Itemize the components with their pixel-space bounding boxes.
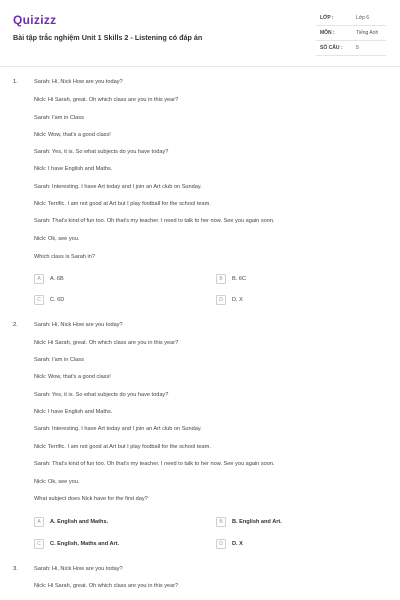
question-line: Sarah: Hi, Nick How are you today? (34, 566, 123, 572)
question-line: Sarah: Interesting. I have Art today and I join an Art club on Sunday. (34, 184, 202, 190)
option-text: A. English and Maths. (50, 518, 109, 525)
question-line: Sarah: That's kind of fun too. Oh that's my teacher. I need to talk to her now. See you again soon. (34, 461, 275, 467)
question-line: Nick: I have English and Maths. (34, 409, 113, 415)
question-prompt: What subject does Nick have for the first day? (34, 496, 148, 502)
document-title: Bài tập trắc nghiệm Unit 1 Skills 2 - Listening có đáp án (13, 33, 203, 42)
question-line: Sarah: That's kind of fun too. Oh that's my teacher. I need to talk to her now. See you again soon. (34, 218, 275, 224)
question-line: Nick: Ok, see you. (34, 236, 80, 242)
meta-key: SỐ CÂU : (320, 45, 343, 51)
option-text: B. English and Art. (232, 518, 282, 525)
question-line: Sarah: Yes, it is. So what subjects do you have today? (34, 392, 169, 398)
question-line: Nick: Terrific. I am not good at Art but I play football for the school team. (34, 201, 211, 207)
question-line: Nick: I have English and Maths. (34, 166, 113, 172)
header-divider (0, 66, 400, 67)
option-letter-box: B (216, 274, 226, 284)
meta-row-subject (316, 27, 386, 41)
meta-value: Tiếng Anh (356, 30, 379, 36)
meta-value: Lớp 6 (356, 15, 370, 21)
question-line: Nick: Hi Sarah, great. Oh which class are you in this year? (34, 583, 179, 589)
option-text: B. 6C (232, 275, 246, 282)
meta-key: LỚP : (320, 15, 334, 21)
option-text: D. X (232, 296, 243, 303)
question-line: Nick: Hi Sarah, great. Oh which class are you in this year? (34, 97, 179, 103)
question-line: Nick: Wow, that's a good class! (34, 374, 111, 380)
question-line: Sarah: Hi, Nick How are you today? (34, 322, 123, 328)
question-line: Sarah: I'am in Class (34, 115, 84, 121)
option-letter-box: C (34, 539, 44, 549)
meta-row-class (316, 12, 386, 26)
option-text: C. English, Maths and Art. (50, 540, 120, 547)
question-line: Nick: Terrific. I am not good at Art but I play football for the school team. (34, 444, 211, 450)
meta-value: 5 (356, 45, 359, 51)
question-line: Nick: Hi Sarah, great. Oh which class are you in this year? (34, 340, 179, 346)
option-letter-box: D (216, 295, 226, 305)
option-letter-box: A (34, 517, 44, 527)
option-text: A. 6B (50, 275, 64, 282)
option-letter-box: D (216, 539, 226, 549)
question-line: Sarah: I'am in Class (34, 357, 84, 363)
question-number: 3. (13, 566, 18, 572)
question-line: Nick: Ok, see you. (34, 479, 80, 485)
question-line: Sarah: Hi, Nick How are you today? (34, 79, 123, 85)
question-line: Sarah: Interesting. I have Art today and I join an Art club on Sunday. (34, 426, 202, 432)
option-letter-box: C (34, 295, 44, 305)
option-text: D. X (232, 540, 243, 547)
question-line: Sarah: Yes, it is. So what subjects do you have today? (34, 149, 169, 155)
question-line: Nick: Wow, that's a good class! (34, 132, 111, 138)
quizizz-logo: Quizizz (13, 13, 57, 27)
option-letter-box: A (34, 274, 44, 284)
question-number: 1. (13, 79, 18, 85)
meta-row-count (316, 42, 386, 56)
question-number: 2. (13, 322, 18, 328)
question-prompt: Which class is Sarah in? (34, 254, 95, 260)
meta-key: MÔN : (320, 30, 335, 36)
option-letter-box: B (216, 517, 226, 527)
option-text: C. 6D (50, 296, 65, 303)
